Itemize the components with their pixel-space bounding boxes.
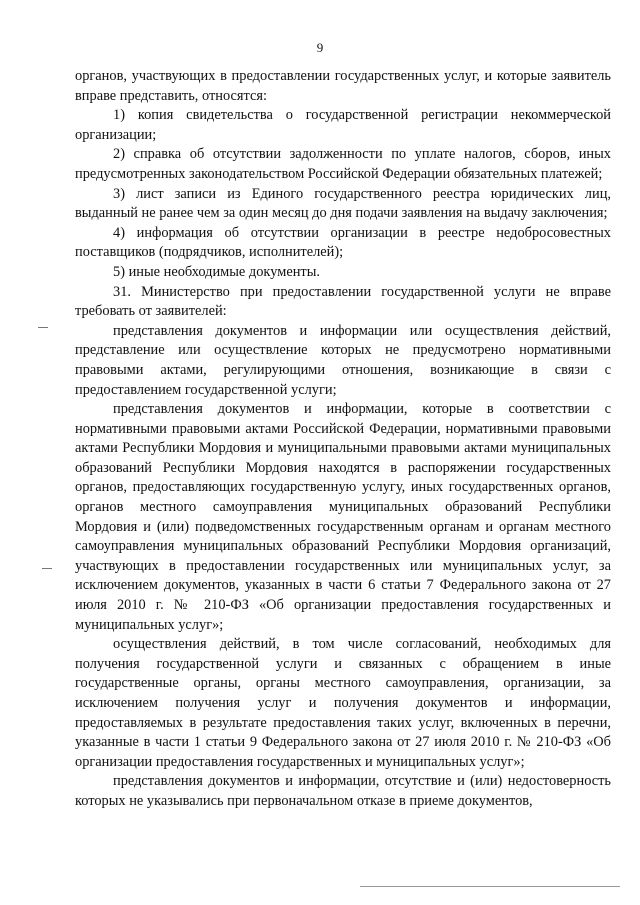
paragraph: осуществления действий, в том числе согласований, необходимых для получения государственной услуги и связанных с обращением в иные государственные органы, органы местного самоуправления, организации, за исключением получения услуг и получения документов и информации, предоставляемых в результате предоставления таких услуг, включенных в перечни, указанные в части 1 статьи 9 Федерального закона от 27 июля 2010 г. № 210-ФЗ «Об организации предоставления государственных и муниципальных услуг»;	[75, 636, 611, 770]
document-body	[75, 67, 611, 812]
list-item: 4) информация об отсутствии организации в реестре недобросовестных поставщиков (подрядчиков, исполнителей);	[75, 224, 611, 261]
list-item: 5) иные необходимые документы.	[113, 263, 320, 280]
paragraph: представления документов и информации, которые в соответствии с нормативными правовыми актами Российской Федерации, нормативными правовыми актами Республики Мордовия и муниципальными правовыми актами муниципальных образований Республики Мордовия находятся в распоряжении государственных органов, предоставляющих государственную услугу, иных государственных органов, органов местного самоуправления муниципальных образований Республики Мордовия и (или) подведомственных государственным органам и органам местного самоуправления муниципальных образований Республики Мордовия организаций, участвующих в предоставлении государственных или муниципальных услуг, за исключением документов, указанных в части 6 статьи 7 Федерального закона от 27 июля 2010 г. № 210-ФЗ «Об организации предоставления государственных и муниципальных услуг»;	[75, 401, 611, 633]
paragraph: представления документов и информации или осуществления действий, представление или осуществление которых не предусмотрено нормативными правовыми актами, регулирующими отношения, возникающие в связи с предоставлением государственной услуги;	[75, 322, 611, 398]
list-item: 2) справка об отсутствии задолженности по уплате налогов, сборов, иных предусмотренных законодательством Российской Федерации обязательных платежей;	[75, 146, 611, 182]
clause-31: 31. Министерство при предоставлении государственной услуги не вправе требовать от заявителей:	[75, 283, 611, 320]
footer-divider	[360, 886, 620, 887]
list-item: 3) лист записи из Единого государственного реестра юридических лиц, выданный не ранее чем за один месяц до дня подачи заявления на выдачу заключения;	[75, 185, 611, 222]
margin-mark	[38, 327, 48, 328]
paragraph: органов, участвующих в предоставлении государственных услуг, и которые заявитель вправе представить, относятся:	[75, 68, 611, 104]
paragraph: представления документов и информации, отсутствие и (или) недостоверность которых не указывались при первоначальном отказе в приеме документов,	[75, 773, 611, 809]
list-item: 1) копия свидетельства о государственной регистрации некоммерческой организации;	[75, 107, 611, 143]
page-number: 9	[316, 40, 324, 55]
margin-mark	[42, 568, 52, 569]
